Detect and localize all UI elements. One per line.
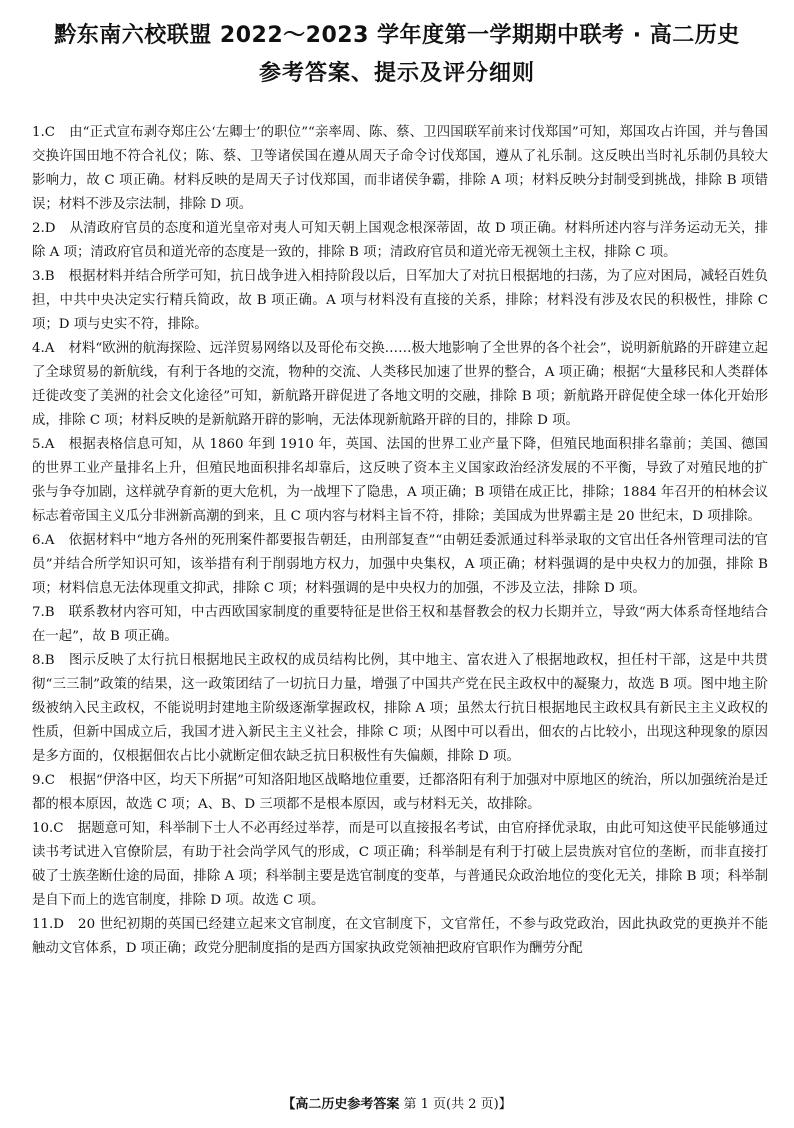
item-number: 4. — [32, 341, 45, 356]
answer-item-5 — [32, 433, 768, 529]
answer-letter: C — [53, 821, 64, 836]
answer-item-6 — [32, 529, 768, 601]
item-number: 2. — [32, 221, 45, 236]
answer-letter: D — [44, 221, 56, 236]
answer-item-3 — [32, 265, 768, 337]
answer-letter: B — [44, 269, 55, 284]
answer-list — [32, 121, 768, 961]
answer-explanation: 材料“欧洲的航海探险、远洋贸易网络以及哥伦布交换……极大地影响了全世界的各个社会”，说明新航路的开辟建立起了全球贸易的新航线，有利于各地的交流，物种的交流、人类移民加速了世界的整合，A 项正确；根据“大量移民和人类群体迁徙改变了美洲的社会文化途径”可知，新航路开辟促进了各地文明的交融，排除 B 项；新航路开辟促使全球一体化开始形成，排除 C 项；材料反映的是新航路开辟的影响，无法体现新航路开辟的目的，排除 D 项。 — [32, 341, 768, 428]
item-number: 9. — [32, 773, 45, 788]
answer-explanation: 从清政府官员的态度和道光皇帝对夷人可知天朝上国观念根深蒂固，故 D 项正确。材料所述内容与洋务运动无关，排除 A 项；清政府官员和道光帝的态度是一致的，排除 B 项；清政府官员和道光帝无视领土主权，排除 C 项。 — [32, 221, 768, 260]
answer-item-7 — [32, 601, 768, 649]
answer-item-2 — [32, 217, 768, 265]
item-number: 7. — [32, 605, 45, 620]
answer-letter: D — [53, 917, 65, 932]
item-number: 6. — [32, 533, 45, 548]
answer-item-4 — [32, 337, 768, 433]
answer-explanation: 联系教材内容可知，中古西欧国家制度的重要特征是世俗王权和基督教会的权力长期并立，导致“两大体系奇怪地结合在一起”，故 B 项正确。 — [32, 605, 768, 644]
item-number: 10. — [32, 821, 54, 836]
item-number: 1. — [32, 125, 45, 140]
answer-letter: A — [44, 533, 55, 548]
answer-item-11 — [32, 913, 768, 961]
page-footer — [0, 1096, 794, 1114]
footer-page-number: 第 1 页(共 2 页)】 — [403, 1097, 512, 1112]
answer-explanation: 据题意可知，科举制下士人不必再经过举荐，而是可以直接报名考试，由官府择优录取，由此可知这使平民能够通过读书考试进入官僚阶层，有助于社会尚学风气的形成，C 项正确；科举制是有利于打破上层贵族对官位的垄断，而非直接打破了士族垄断仕途的局面，排除 A 项；科举制主要是选官制度的变革，与普通民众政治地位的变化无关，排除 B 项；科举制是自下而上的选官制度，排除 D 项。故选 C 项。 — [32, 821, 768, 908]
answer-explanation: 依据材料中“地方各州的死刑案件都要报告朝廷，由刑部复查”“由朝廷委派通过科举录取的文官出任各州管理司法的官员”并结合所学知识可知，该举措有利于削弱地方权力，加强中央集权，A 项正确；材料强调的是中央权力的加强，排除 B 项；材料信息无法体现重文抑武，排除 C 项；材料强调的是中央权力的加强，不涉及立法，排除 D 项。 — [32, 533, 768, 596]
answer-explanation: 由“正式宣布剥夺郑庄公‘左卿士’的职位”“亲率周、陈、蔡、卫四国联军前来讨伐郑国”可知，郑国攻占许国，并与鲁国交换许国田地不符合礼仪；陈、蔡、卫等诸侯国在遵从周天子命令讨伐郑国，遵从了礼乐制。这反映出当时礼乐制仍具较大影响力，故 C 项正确。材料反映的是周天子讨伐郑国，而非诸侯争霸，排除 A 项；材料反映分封制受到挑战，排除 B 项错误；材料不涉及宗法制，排除 D 项。 — [32, 125, 768, 212]
answer-letter: B — [44, 605, 55, 620]
page-subtitle: 参考答案、提示及评分细则 — [258, 61, 535, 86]
answer-explanation: 根据材料并结合所学可知，抗日战争进入相持阶段以后，日军加大了对抗日根据地的扫荡，为了应对困局，减轻百姓负担，中共中央决定实行精兵简政，故 B 项正确。A 项与材料没有直接的关系，排除；材料没有涉及农民的积极性，排除 C 项；D 项与史实不符，排除。 — [32, 269, 768, 332]
answer-item-10 — [32, 817, 768, 913]
page-title: 黔东南六校联盟 2022～2023 学年度第一学期期中联考 · 高二历史 — [54, 23, 740, 48]
answer-explanation: 根据“伊洛中区，均天下所据”可知洛阳地区战略地位重要，迁都洛阳有利于加强对中原地区的统治，所以加强统治是迁都的根本原因，故选 C 项；A、B、D 三项都不是根本原因，或与材料无关，故排除。 — [32, 773, 768, 812]
answer-item-1 — [32, 121, 768, 217]
item-number: 11. — [32, 917, 54, 932]
answer-item-9 — [32, 769, 768, 817]
answer-explanation: 图示反映了太行抗日根据地民主政权的成员结构比例，其中地主、富农进入了根据地政权，担任村干部，这是中共贯彻“三三制”政策的结果，这一政策团结了一切抗日力量，增强了中国共产党在民主政权中的凝聚力，故选 B 项。图中地主阶级被纳入民主政权，不能说明封建地主阶级逐渐掌握政权，排除 A 项；虽然太行抗日根据地民主政权具有新民主主义政权的性质，但新中国成立后，我国才进入新民主主义社会，排除 C 项；从图中可以看出，佃农的占比较小，出现这种现象的原因是多方面的，仅根据佃农占比小就断定佃农缺乏抗日积极性有失偏颇，排除 D 项。 — [32, 653, 768, 764]
item-number: 8. — [32, 653, 45, 668]
answer-letter: B — [44, 653, 55, 668]
answer-letter: C — [44, 125, 56, 140]
answer-letter: C — [44, 773, 56, 788]
answer-explanation: 20 世纪初期的英国已经建立起来文官制度，在文官制度下，文官常任，不参与政党政治，因此执政党的更换并不能触动文官体系，D 项正确；政党分肥制度指的是西方国家执政党领袖把政府官职作为酬劳分配 — [32, 917, 768, 956]
answer-letter: A — [44, 341, 55, 356]
answer-item-8 — [32, 649, 768, 769]
item-number: 5. — [32, 437, 45, 452]
answer-explanation: 根据表格信息可知，从 1860 年到 1910 年，英国、法国的世界工业产量下降，但殖民地面积排名靠前；美国、德国的世界工业产量排名上升，但殖民地面积排名却靠后，这反映了资本主义国家政治经济发展的不平衡，导致了对殖民地的扩张与争夺加剧，这样就孕育新的更大危机，为一战埋下了隐患，A 项正确；B 项错在成正比，排除；1884 年召开的柏林会议标志着帝国主义瓜分非洲新高潮的到来，且 C 项内容与材料主旨不符，排除；美国成为世界霸主是 20 世纪末，D 项排除。 — [32, 437, 768, 524]
footer-label: 【高二历史参考答案 — [282, 1097, 400, 1112]
answer-letter: A — [44, 437, 55, 452]
item-number: 3. — [32, 269, 45, 284]
